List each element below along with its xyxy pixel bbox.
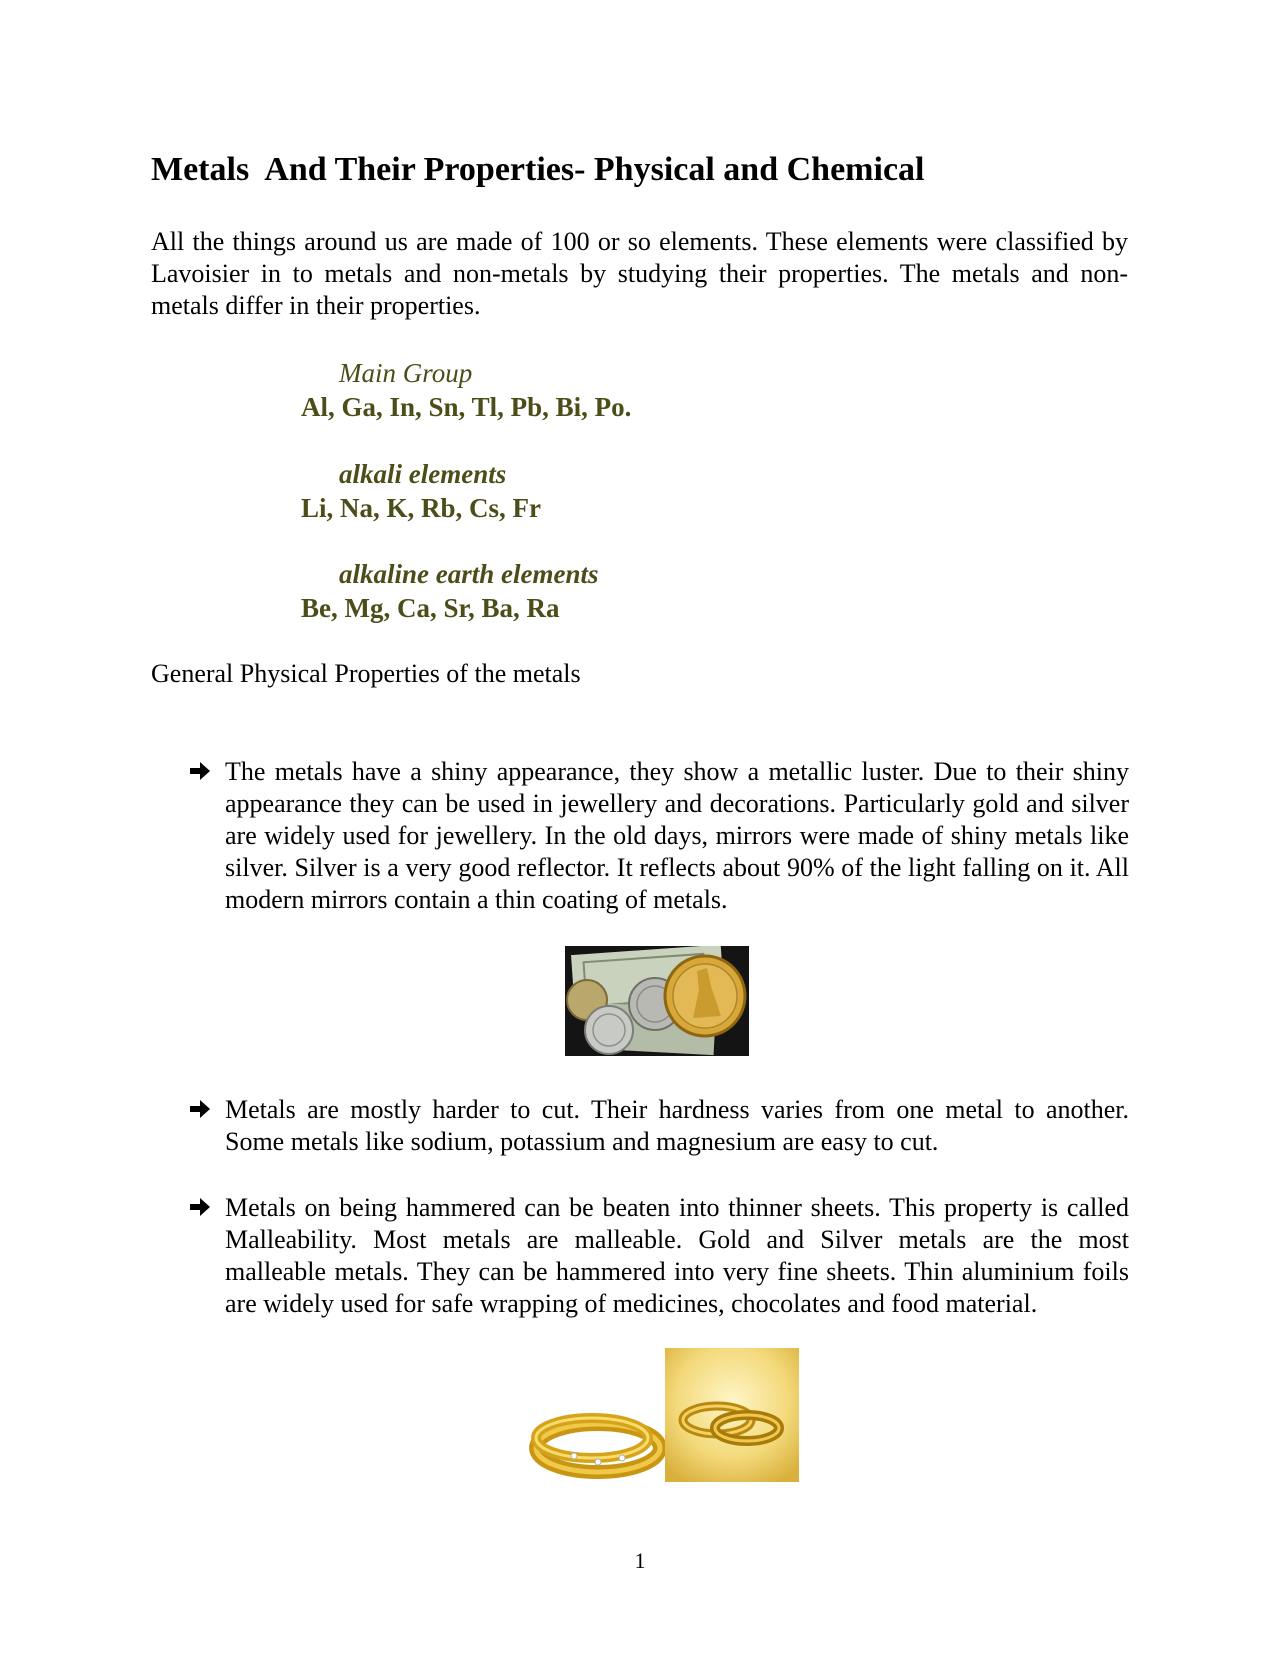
bullet-text: The metals have a shiny appearance, they show a metallic luster. Due to their shiny appearance they can be used in jewellery and decorations. Particularly gold and silver are widely used for jewellery. In the old days, mirrors were made of shiny metals like silver. Silver is a very good reflector. It reflects about 90% of the light falling on it. All modern mirrors contain a thin coating of metals. (225, 757, 1129, 914)
page-title: Metals And Their Properties- Physical and Chemical (151, 151, 925, 188)
coins-photo (565, 946, 749, 1056)
bullet-text: Metals are mostly harder to cut. Their hardness varies from one metal to another. Some metals like sodium, potassium and magnesium are easy to cut. (225, 1095, 1129, 1156)
coins-image (565, 946, 749, 1056)
group-elements-alkaline-earth: Be, Mg, Ca, Sr, Ba, Ra (301, 593, 560, 623)
group-label-alkaline-earth: alkaline earth elements (339, 559, 599, 589)
intro-paragraph: All the things around us are made of 100 or so elements. These elements were classified by Lavoisier in to metals and non-metals by studying their properties. The metals and non-metals differ in their properties. (151, 227, 1128, 320)
group-elements-alkali: Li, Na, K, Rb, Cs, Fr (301, 493, 542, 523)
arrow-right-icon (189, 759, 211, 783)
group-elements-main: Al, Ga, In, Sn, Tl, Pb, Bi, Po. (301, 392, 632, 422)
gold-rings-photo (524, 1402, 668, 1486)
bullet-item-luster (189, 756, 1129, 916)
group-label-main: Main Group (339, 358, 473, 388)
group-label-alkali: alkali elements (339, 459, 507, 489)
wedding-rings-photo (665, 1348, 799, 1482)
page-number: 1 (634, 1548, 646, 1573)
rings-right-image (665, 1348, 799, 1482)
section-heading: General Physical Properties of the metals (151, 659, 581, 688)
arrow-right-icon (189, 1195, 211, 1219)
bullet-text: Metals on being hammered can be beaten into thinner sheets. This property is called Malleability. Most metals are malleable. Gold and Silver metals are the most malleable metals. They can be hammered into very fine sheets. Thin aluminium foils are widely used for safe wrapping of medicines, chocolates and food material. (225, 1193, 1129, 1318)
arrow-right-icon (189, 1097, 211, 1121)
bullet-item-malleability (189, 1192, 1129, 1320)
bullet-item-hardness (189, 1094, 1129, 1158)
rings-left-image (524, 1402, 668, 1486)
